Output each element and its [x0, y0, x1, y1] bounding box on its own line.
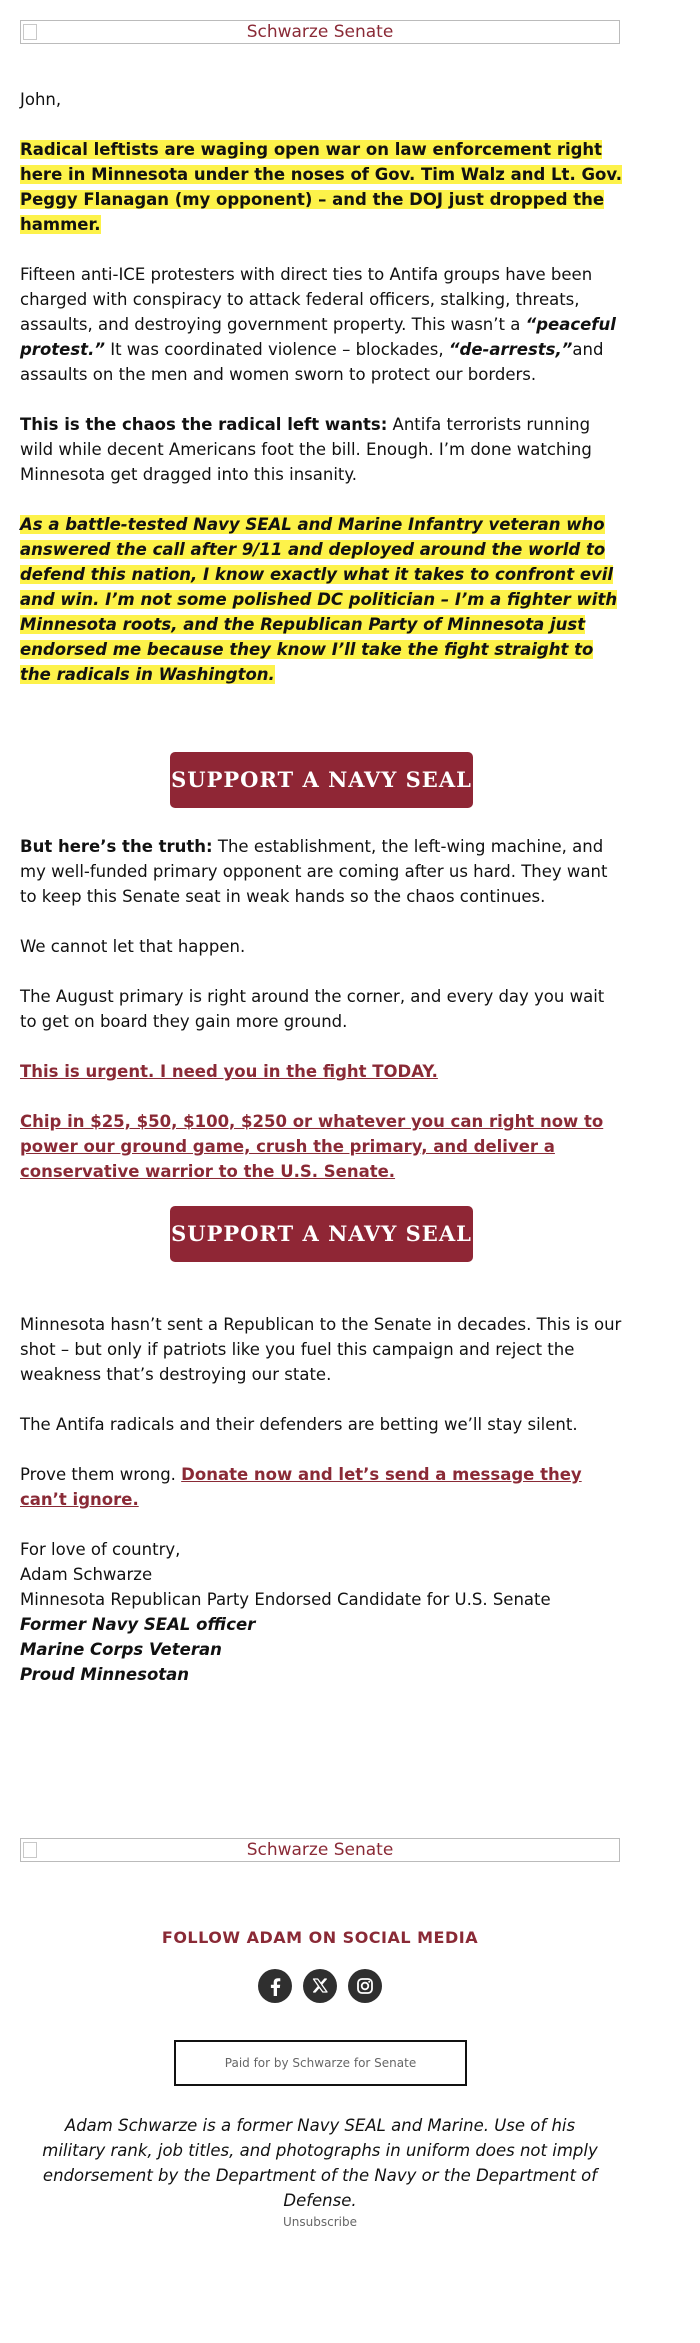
paragraph-highlight-1 — [20, 137, 622, 237]
instagram-icon[interactable] — [348, 1969, 382, 2003]
para3-rest: Antifa terrorists running wild while decent Americans foot the bill. Enough. I’m done watching Minnesota get dragged into this insanity. — [20, 415, 592, 484]
signoff-closing: For love of country, — [20, 1540, 181, 1559]
footer-logo-alt: Schwarze Senate — [246, 1840, 394, 1860]
chip-in-link[interactable]: Chip in $25, $50, $100, $250 or whatever you can right now to power our ground game, crush the primary, and deliver a conservative warrior to the U.S. Senate. — [20, 1112, 604, 1181]
para2-text-a: Fifteen anti-ICE protesters with direct ties to Antifa groups have been charged with conspiracy to attack federal officers, stalking, threats, assaults, and destroying government property. This wasn’t a — [20, 265, 593, 334]
paragraph-9: The Antifa radicals and their defenders are betting we’ll stay silent. — [20, 1415, 578, 1434]
signoff-line-1: Former Navy SEAL officer — [20, 1615, 256, 1634]
support-navy-seal-button-1[interactable]: SUPPORT A NAVY SEAL — [170, 752, 473, 808]
para2-emphasis-a: “peaceful protest.” — [20, 315, 616, 359]
paragraph-7: The August primary is right around the corner, and every day you wait to get on board they gain more ground. — [20, 987, 605, 1031]
para10-lead: Prove them wrong. — [20, 1465, 182, 1484]
para5-rest: The establishment, the left-wing machine, and my well-funded primary opponent are coming after us hard. They want to keep this Senate seat in weak hands so the chaos continues. — [20, 837, 608, 906]
footer-logo[interactable] — [20, 1838, 620, 1862]
broken-image-icon — [23, 24, 37, 40]
para2-emphasis-b: “de-arrests,” — [448, 340, 573, 359]
signoff-line-2: Marine Corps Veteran — [20, 1640, 222, 1659]
broken-image-icon — [23, 1842, 37, 1858]
x-icon[interactable] — [303, 1969, 337, 2003]
paragraph-6: We cannot let that happen. — [20, 937, 246, 956]
email-body-top — [20, 87, 622, 712]
para5-lead: But here’s the truth: — [20, 837, 213, 856]
donate-now-link[interactable]: Donate now and let’s send a message they can’t ignore. — [20, 1465, 582, 1509]
para2-text-c: and assaults on the men and women sworn to protect our borders. — [20, 340, 604, 384]
support-navy-seal-button-2[interactable]: SUPPORT A NAVY SEAL — [170, 1206, 473, 1262]
para2-text-b: It was coordinated violence – blockades, — [104, 340, 449, 359]
header-logo[interactable] — [20, 20, 620, 44]
paragraph-10 — [20, 1462, 622, 1512]
chip-in-link-paragraph — [20, 1109, 622, 1184]
highlight-text-1: Radical leftists are waging open war on law enforcement right here in Minnesota under the noses of Gov. Tim Walz and Lt. Gov. Peggy Flanagan (my opponent) – and the DOJ just dropped the hammer. — [20, 140, 623, 234]
paragraph-highlight-4 — [20, 512, 622, 687]
follow-heading: FOLLOW ADAM ON SOCIAL MEDIA — [161, 1928, 479, 1947]
facebook-icon[interactable] — [258, 1969, 292, 2003]
disclaimer-text: Adam Schwarze is a former Navy SEAL and Marine. Use of his military rank, job titles, and photographs in uniform does not imply endorsement by the Department of the Navy or the Department of Defense. — [42, 2116, 598, 2210]
unsubscribe-link[interactable]: Unsubscribe — [283, 2215, 357, 2229]
signoff-name: Adam Schwarze — [20, 1565, 153, 1584]
greeting: John, — [20, 90, 62, 109]
email-body-middle — [20, 834, 622, 1209]
highlight-text-4: As a battle-tested Navy SEAL and Marine Infantry veteran who answered the call after 9/11 and deployed around the world to defend this nation, I know exactly what it takes to confront evil and win. I’m not some polished DC politician – I’m a fighter with Minnesota roots, and the Republican Party of Minnesota just endorsed me because they know I’ll take the fight straight to the radicals in Washington. — [20, 515, 618, 684]
email-body-bottom — [20, 1312, 622, 1687]
para3-lead: This is the chaos the radical left wants: — [20, 415, 388, 434]
header-logo-alt: Schwarze Senate — [246, 22, 394, 42]
signoff-line-3: Proud Minnesotan — [20, 1665, 190, 1684]
signoff-title: Minnesota Republican Party Endorsed Candidate for U.S. Senate — [20, 1590, 551, 1609]
paragraph-2 — [20, 262, 622, 387]
signature-block — [20, 1537, 622, 1687]
urgent-link[interactable]: This is urgent. I need you in the fight TODAY. — [20, 1062, 438, 1081]
urgent-link-paragraph — [20, 1059, 622, 1084]
paragraph-3 — [20, 412, 622, 487]
paragraph-5 — [20, 834, 622, 909]
paid-for-box: Paid for by Schwarze for Senate — [174, 2040, 467, 2086]
paragraph-8: Minnesota hasn’t sent a Republican to the Senate in decades. This is our shot – but only if patriots like you fuel this campaign and reject the weakness that’s destroying our state. — [20, 1315, 622, 1384]
